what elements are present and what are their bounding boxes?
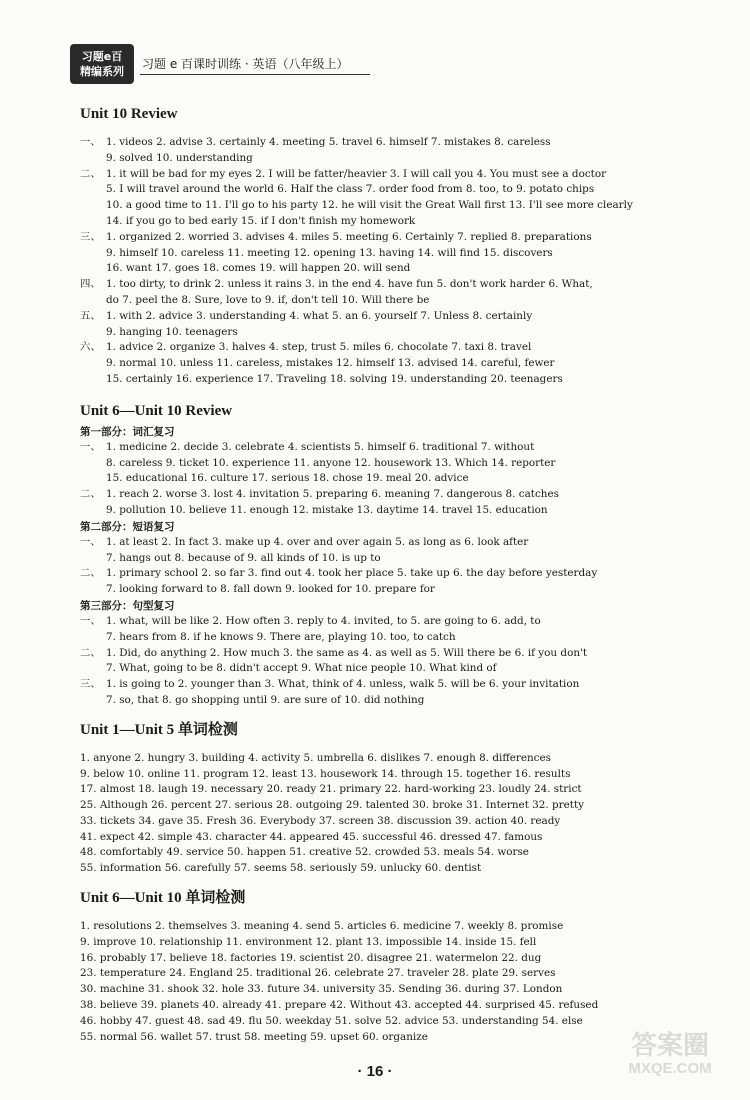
answer-row: 六、 1. advice 2. organize 3. halves 4. step, trust 5. miles 6. chocolate 7. taxi 8. travel: [80, 341, 532, 354]
section-title: Unit 1—Unit 5 单词检测: [80, 721, 238, 738]
answer-row: 9. himself 10. careless 11. meeting 12. opening 13. having 14. will find 15. discovers: [106, 246, 553, 259]
answer-row: 9. normal 10. unless 11. careless, mistakes 12. himself 13. advised 14. careful, fewer: [106, 357, 555, 370]
answer-row: 15. educational 16. culture 17. serious 18. chose 19. meal 20. advice: [106, 472, 469, 485]
word-line: 46. hobby 47. guest 48. sad 49. flu 50. weekday 51. solve 52. advice 53. understanding 54. else: [80, 1014, 583, 1027]
answer-row: 7. looking forward to 8. fall down 9. looked for 10. prepare for: [106, 583, 435, 596]
word-line: 9. below 10. online 11. program 12. least 13. housework 14. through 15. together 16. results: [80, 767, 571, 780]
word-line: 25. Although 26. percent 27. serious 28. outgoing 29. talented 30. broke 31. Internet 32. pretty: [80, 799, 585, 812]
part-title: 第一部分：词汇复习: [80, 425, 175, 438]
answer-row: 一、 1. at least 2. In fact 3. make up 4. over and over again 5. as long as 6. look after: [80, 535, 529, 548]
answer-row: 三、 1. is going to 2. younger than 3. What, think of 4. unless, walk 5. will be 6. your invitation: [80, 678, 580, 691]
answer-row: 三、 1. organized 2. worried 3. advises 4. miles 5. meeting 6. Certainly 7. replied 8. preparations: [80, 230, 592, 243]
word-line: 16. probably 17. believe 18. factories 19. scientist 20. disagree 21. watermelon 22. dug: [80, 951, 542, 964]
answer-row: 四、 1. too dirty, to drink 2. unless it rains 3. in the end 4. have fun 5. don't work harder 6. What,: [80, 278, 593, 291]
site-watermark: [610, 1030, 730, 1090]
section-unit10-review: [80, 103, 720, 388]
word-line: 55. normal 56. wallet 57. trust 58. meeting 59. upset 60. organize: [80, 1030, 428, 1043]
word-line: 1. resolutions 2. themselves 3. meaning 4. send 5. articles 6. medicine 7. weekly 8. promise: [80, 920, 564, 933]
answer-row: do 7. peel the 8. Sure, love to 9. if, don't tell 10. Will there be: [106, 293, 430, 306]
logo-line-2: 精编系列: [80, 65, 124, 78]
answer-row: 14. if you go to bed early 15. if I don't finish my homework: [106, 214, 416, 227]
section-unit6-10-word-test: [80, 887, 720, 1045]
answer-row: 9. pollution 10. believe 11. enough 12. mistake 13. daytime 14. travel 15. education: [106, 503, 548, 516]
word-line: 41. expect 42. simple 43. character 44. appeared 45. successful 46. dressed 47. famous: [80, 830, 543, 843]
watermark-logo: 答案圈: [630, 1030, 709, 1060]
word-line: 38. believe 39. planets 40. already 41. prepare 42. Without 43. accepted 44. surprised 45. refused: [80, 999, 599, 1012]
answer-row: 二、 1. primary school 2. so far 3. find out 4. took her place 5. take up 6. the day before yesterday: [80, 567, 598, 580]
section-unit6-10-review: [80, 400, 720, 709]
answer-row: 五、 1. with 2. advice 3. understanding 4. what 5. an 6. yourself 7. Unless 8. certainly: [80, 309, 533, 322]
answer-row: 8. careless 9. ticket 10. experience 11. anyone 12. housework 13. Which 14. reporter: [106, 456, 556, 469]
section-unit1-5-word-test: [80, 719, 720, 877]
answer-row: 10. a good time to 11. I'll go to his party 12. he will visit the Great Wall first 13. I'll see more clearly: [106, 199, 633, 212]
answer-row: 7. What, going to be 8. didn't accept 9. What nice people 10. What kind of: [106, 662, 497, 675]
answer-row: 一、 1. videos 2. advise 3. certainly 4. meeting 5. travel 6. himself 7. mistakes 8. careless: [80, 136, 551, 148]
part-title: 第二部分：短语复习: [80, 520, 175, 533]
running-header: 习题 e 百课时训练 · 英语（八年级上）: [142, 57, 349, 71]
answer-row: 7. so, that 8. go shopping until 9. are sure of 10. did nothing: [106, 693, 425, 706]
section-title: Unit 10 Review: [80, 106, 178, 122]
answer-row: 9. hanging 10. teenagers: [106, 325, 238, 338]
word-line: 9. improve 10. relationship 11. environment 12. plant 13. impossible 14. inside 15. fell: [80, 935, 537, 948]
answer-row: 15. certainly 16. experience 17. Traveling 18. solving 19. understanding 20. teenagers: [106, 372, 563, 385]
answer-row: 7. hangs out 8. because of 9. all kinds of 10. is up to: [106, 551, 381, 564]
answer-row: 二、 1. reach 2. worse 3. lost 4. invitation 5. preparing 6. meaning 7. dangerous 8. catches: [80, 488, 559, 501]
logo-line-1: 习题e百: [81, 50, 123, 63]
answer-row: 二、 1. Did, do anything 2. How much 3. the same as 4. as well as 5. Will there be 6. if you don't: [80, 646, 588, 659]
word-line: 23. temperature 24. England 25. traditional 26. celebrate 27. traveler 28. plate 29. serves: [80, 967, 556, 980]
part-title: 第三部分：句型复习: [80, 599, 175, 612]
answer-row: 一、 1. medicine 2. decide 3. celebrate 4. scientists 5. himself 6. traditional 7. without: [80, 440, 535, 453]
series-logo: [70, 44, 134, 84]
section-title: Unit 6—Unit 10 Review: [80, 402, 233, 419]
word-line: 17. almost 18. laugh 19. necessary 20. ready 21. primary 22. hard-working 23. loudly 24. strict: [80, 783, 582, 796]
answer-content: [80, 103, 720, 1045]
answer-row: 二、 1. it will be bad for my eyes 2. I will be fatter/heavier 3. I will call you 4. You must see a doctor: [80, 167, 607, 180]
word-line: 1. anyone 2. hungry 3. building 4. activity 5. umbrella 6. dislikes 7. enough 8. differences: [80, 751, 551, 764]
answer-row: 9. solved 10. understanding: [106, 151, 253, 164]
header-divider: [140, 74, 370, 75]
section-title: Unit 6—Unit 10 单词检测: [80, 890, 246, 907]
answer-row: 7. hears from 8. if he knows 9. There are, playing 10. too, to catch: [106, 630, 456, 643]
word-line: 30. machine 31. shook 32. hole 33. future 34. university 35. Sending 36. during 37. London: [80, 983, 563, 996]
answer-row: 16. want 17. goes 18. comes 19. will happen 20. will send: [106, 262, 411, 275]
word-line: 48. comfortably 49. service 50. happen 51. creative 52. crowded 53. meals 54. worse: [80, 846, 529, 859]
answer-row: 一、 1. what, will be like 2. How often 3. reply to 4. invited, to 5. are going to 6. add, to: [80, 614, 541, 627]
page-number: · 16 ·: [357, 1063, 393, 1080]
answer-row: 5. I will travel around the world 6. Half the class 7. order food from 8. too, to 9. potato chips: [106, 183, 595, 196]
watermark-url: MXQE.COM: [628, 1060, 712, 1077]
word-line: 33. tickets 34. gave 35. Fresh 36. Everybody 37. screen 38. discussion 39. action 40. ready: [80, 814, 561, 827]
word-line: 55. information 56. carefully 57. seems 58. seriously 59. unlucky 60. dentist: [80, 862, 482, 875]
